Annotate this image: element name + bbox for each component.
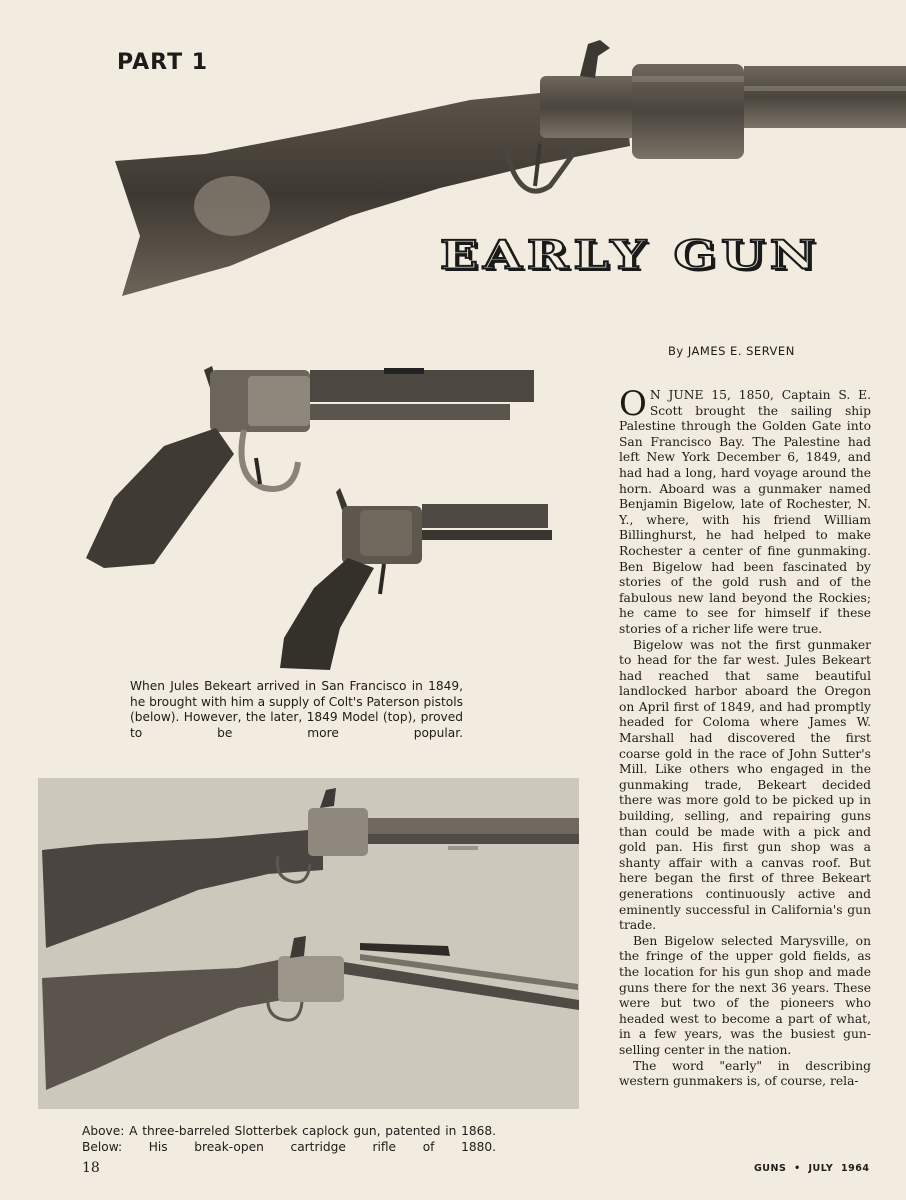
part-label: PART 1 (117, 50, 209, 75)
byline: By JAMES E. SERVEN (668, 344, 795, 358)
article-paragraph: Ben Bigelow selected Marysville, on the fringe of the upper gold fields, as the location for his gun shop and made guns there for the next 36 years. These were but two of the pioneers who headed west to become a part of what, in a few years, was the busiest gun-selling center in the nation. (619, 933, 871, 1057)
pistols-caption: When Jules Bekeart arrived in San Francisco in 1849, he brought with him a supply of Colt's Paterson pistols (below). However, the later, 1849 Model (top), proved to be more popular. (130, 679, 463, 740)
article-title: EARLY GUN (440, 232, 821, 279)
page-number: 18 (82, 1160, 100, 1176)
drop-cap: O (619, 384, 647, 424)
slotterbek-rifles-photo (38, 778, 579, 1109)
article-body (619, 384, 871, 1090)
rifles-caption: Above: A three-barreled Slotterbek caplock gun, patented in 1868. Below: His break-open cartridge rifle of 1880. (82, 1124, 496, 1154)
colt-pistols-photo (84, 358, 560, 672)
article-paragraph (619, 384, 871, 638)
magazine-footer: GUNS • JULY 1964 (754, 1163, 870, 1174)
paragraph-text: N JUNE 15, 1850, Captain S. E. Scott brought the sailing ship Palestine through the Golden Gate into San Francisco Bay. The Palestine had left New York December 6, 1849, and had had a long, hard voyage around the horn. Aboard was a gunmaker named Benjamin Bigelow, late of Rochester, N. Y., where, with his friend William Billinghurst, he had helped to make Rochester a center of fine gunmaking. Ben Bigelow had been fascinated by stories of the gold rush and of the fabulous new land beyond the Rockies; he came to see for himself if these stories of a richer life were true. (619, 388, 871, 636)
article-paragraph: Bigelow was not the first gunmaker to head for the far west. Jules Bekeart had reached that same beautiful landlocked harbor aboard the Oregon on April first of 1849, and had promptly headed for Coloma where James W. Marshall had discovered the first coarse gold in the race of John Sutter's Mill. Like others who engaged in the gunmaking trade, Bekeart decided there was more gold to be picked up in building, selling, and repairing guns than could be made with a pick and gold pan. His first gun shop was a shanty affair with a canvas roof. But here began the first of three Bekeart generations continuously active and eminently successful in California's gun trade. (619, 637, 871, 933)
rifles-photo-panel (38, 778, 579, 1109)
article-paragraph: The word "early" in describing western gunmakers is, of course, rela- (619, 1058, 871, 1089)
